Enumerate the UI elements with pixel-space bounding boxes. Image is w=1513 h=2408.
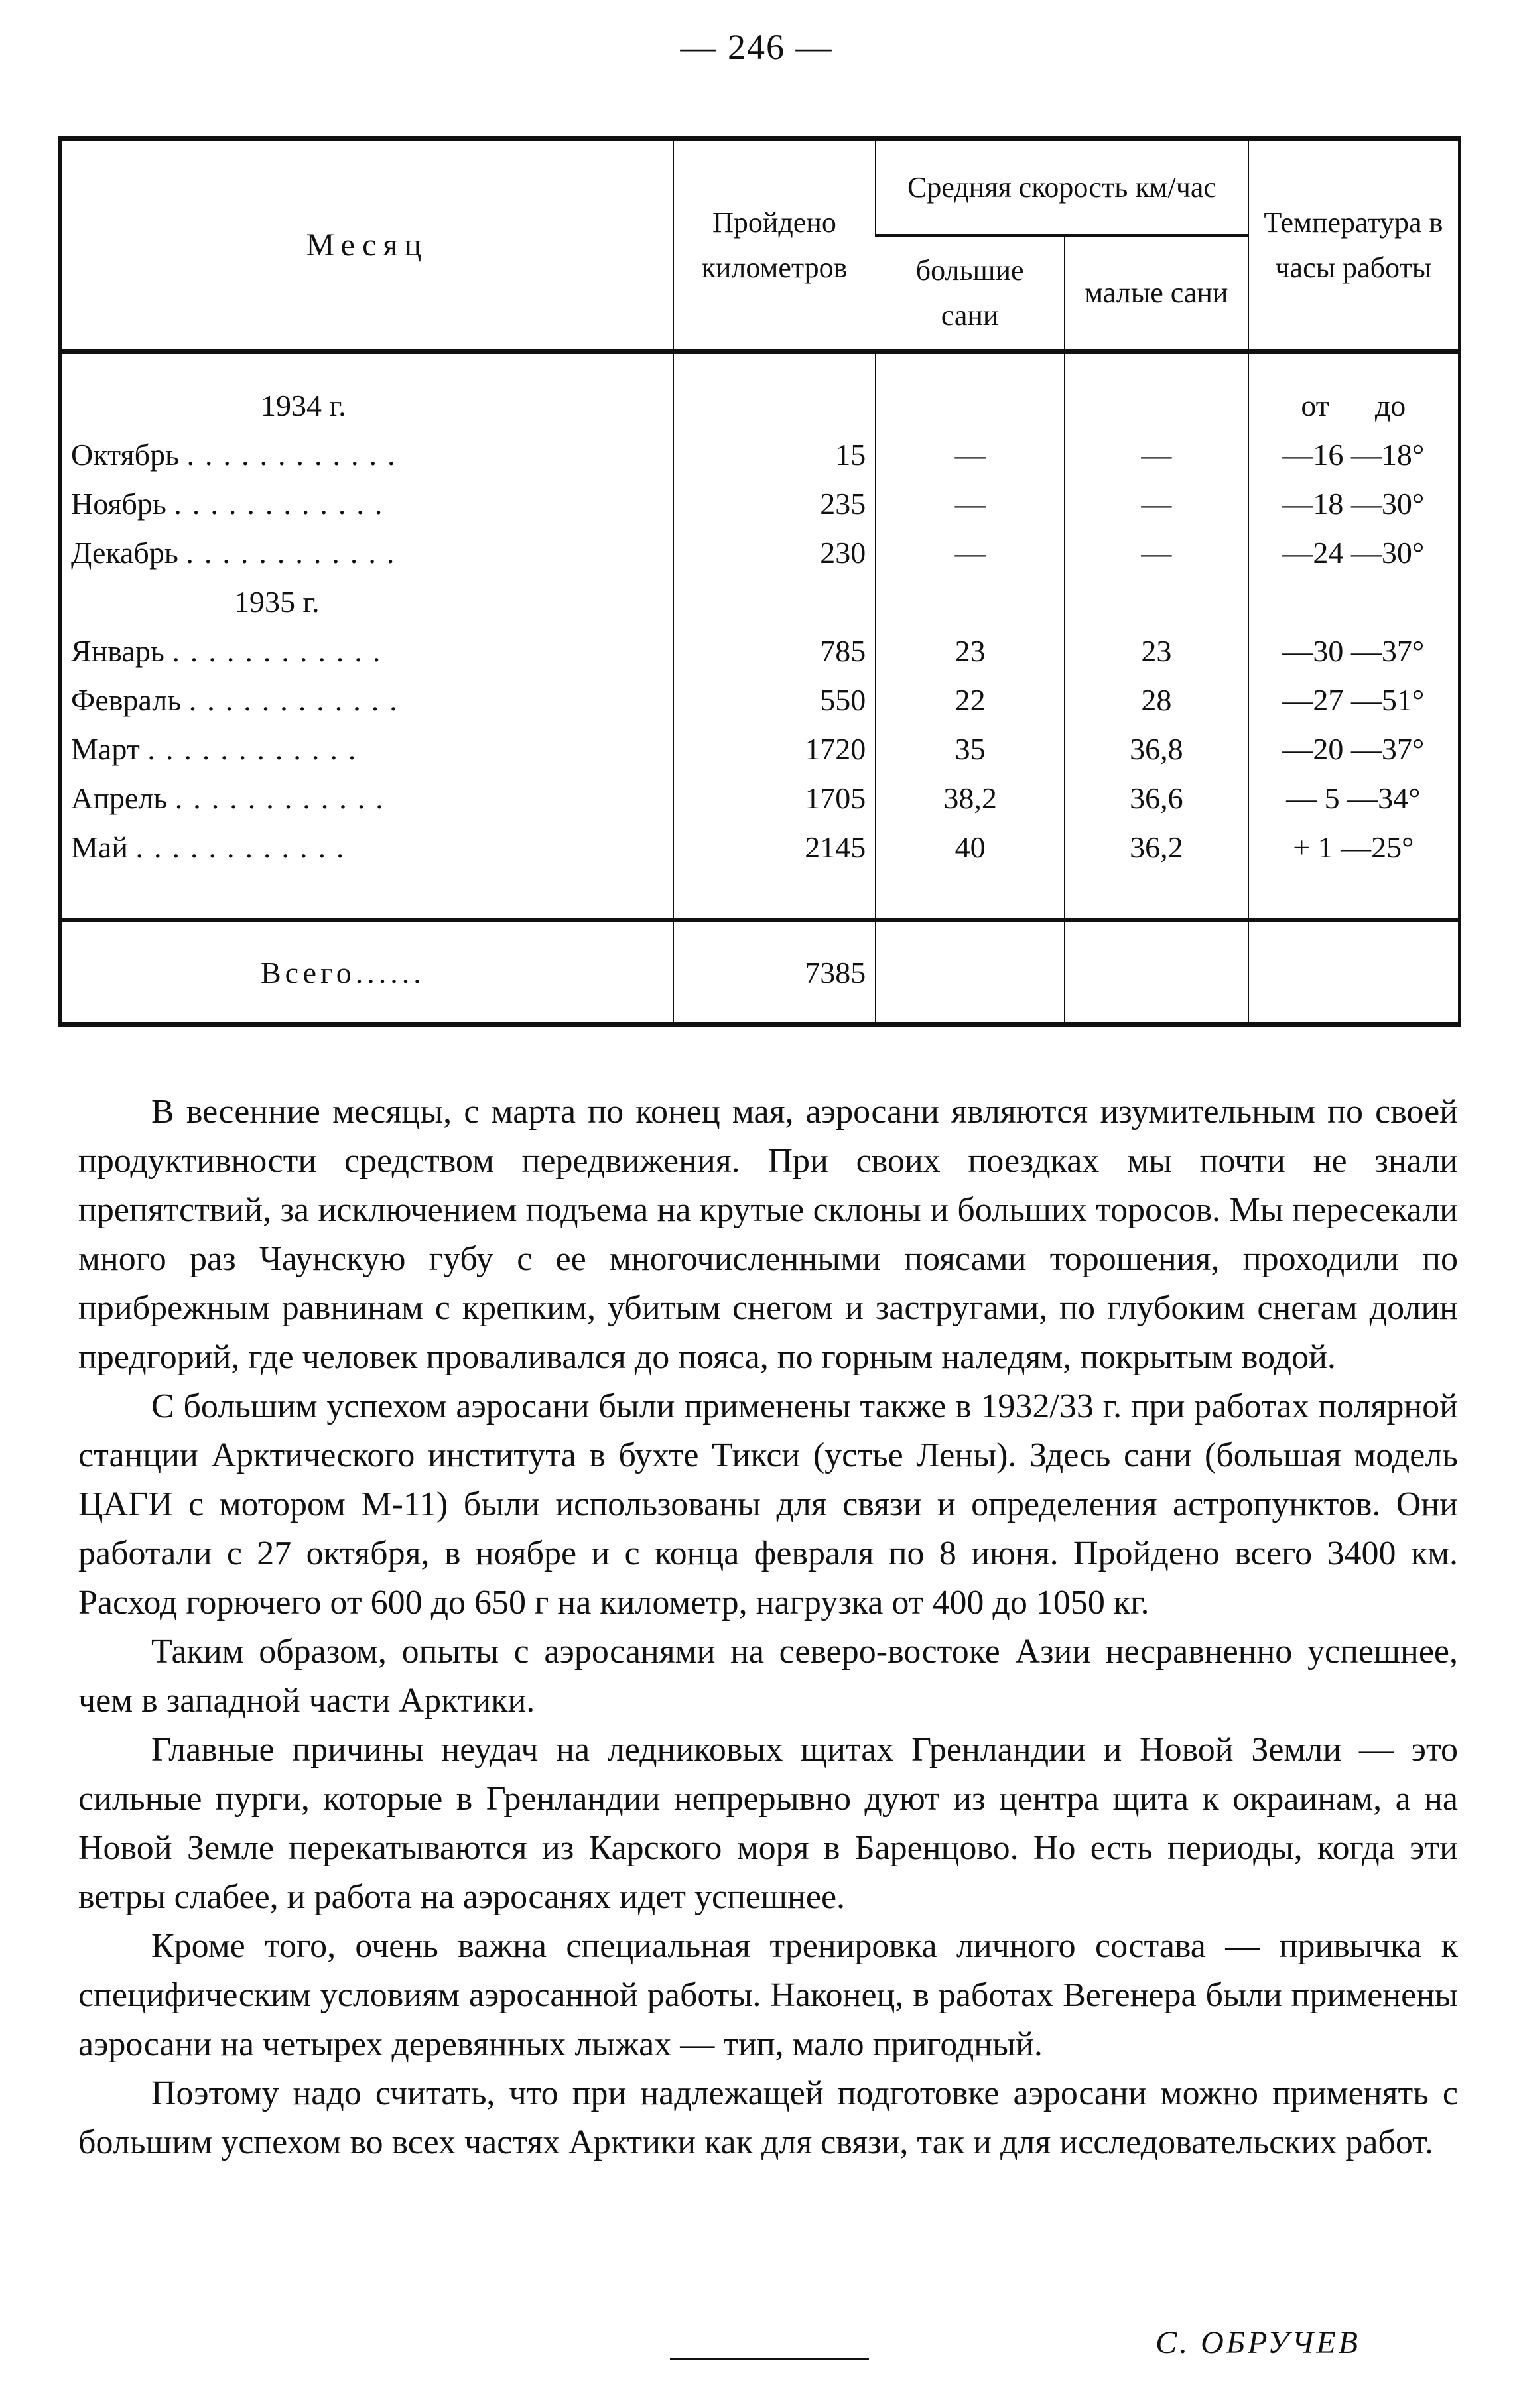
temp-cell: —18 —30° <box>1248 479 1460 528</box>
small-speed-cell: — <box>1065 430 1248 479</box>
month-cell: Октябрь <box>71 437 179 472</box>
header-speed-small: малые сани <box>1065 235 1248 352</box>
small-speed-cell: 36,8 <box>1065 724 1248 773</box>
month-cell: Апрель <box>71 781 168 815</box>
small-speed-cell: 36,6 <box>1065 773 1248 822</box>
small-speed-cell: — <box>1065 528 1248 577</box>
year-label: 1934 г. <box>261 388 346 422</box>
header-speed: Средняя скорость км/час <box>876 139 1248 235</box>
big-speed-cell: — <box>876 528 1065 577</box>
total-km: 7385 <box>673 920 876 1025</box>
author-signature: С. ОБРУЧЕВ <box>1155 2325 1360 2360</box>
total-row <box>60 920 1460 1025</box>
table-row <box>60 430 1460 479</box>
temp-cell: —24 —30° <box>1248 528 1460 577</box>
dot-leader: ............ <box>147 731 367 766</box>
year-row <box>60 577 1460 626</box>
paragraph: Главные причины неудач на ледниковых щитах Гренландии и Новой Земли — это сильные пурги, которые в Гренландии непрерывно дуют из центра щита к окраинам, а на Новой Земле перекатываются из Карского моря в Баренцово. Но есть периоды, когда эти ветры слабее, и работа на аэросанях идет успешнее. <box>78 1731 1458 1916</box>
end-rule-divider <box>670 2358 869 2360</box>
table-row <box>60 773 1460 822</box>
table-row <box>60 822 1460 871</box>
temp-cell: —16 —18° <box>1248 430 1460 479</box>
km-cell: 1720 <box>673 724 876 773</box>
big-speed-cell: 35 <box>876 724 1065 773</box>
temp-to-label: до <box>1374 388 1406 422</box>
paragraph: Поэтому надо считать, что при надлежащей подготовке аэросани можно применять с большим успехом во всех частях Арктики как для связи, так и для исследовательских работ. <box>78 2074 1458 2161</box>
total-label: Всего...... <box>60 920 673 1025</box>
km-cell: 2145 <box>673 822 876 871</box>
table-row <box>60 626 1460 675</box>
km-cell: 15 <box>673 430 876 479</box>
small-speed-cell: 28 <box>1065 675 1248 724</box>
table-row <box>60 528 1460 577</box>
big-speed-cell: 22 <box>876 675 1065 724</box>
small-speed-cell: — <box>1065 479 1248 528</box>
month-cell: Март <box>71 731 140 766</box>
dot-leader: ............ <box>172 633 391 668</box>
dot-leader: ............ <box>186 437 406 472</box>
month-cell: Декабрь <box>71 535 178 570</box>
temp-cell: —20 —37° <box>1248 724 1460 773</box>
table-row <box>60 479 1460 528</box>
aerosled-table <box>58 136 1461 1027</box>
page-number: — 246 — <box>680 27 833 67</box>
data-table-container <box>58 136 1461 1054</box>
month-cell: Февраль <box>71 682 182 717</box>
month-cell: Ноябрь <box>71 486 166 521</box>
small-speed-cell: 36,2 <box>1065 822 1248 871</box>
temp-cell: — 5 —34° <box>1248 773 1460 822</box>
table-row <box>60 675 1460 724</box>
big-speed-cell: 23 <box>876 626 1065 675</box>
big-speed-cell: 40 <box>876 822 1065 871</box>
dot-leader: ............ <box>174 486 393 521</box>
dot-leader: ............ <box>174 781 394 815</box>
km-cell: 230 <box>673 528 876 577</box>
km-cell: 1705 <box>673 773 876 822</box>
paragraph: С большим успехом аэросани были применены также в 1932/33 г. при работах полярной станции Арктического института в бухте Тикси (устье Лены). Здесь сани (большая модель ЦАГИ с мотором М-11) были использованы для связи и определения астропунктов. Они работали с 27 октября, в ноябре и с конца февраля по 8 июня. Пройдено всего 3400 км. Расход горючего от 600 до 650 г на километр, нагрузка от 400 до 1050 кг. <box>78 1387 1458 1621</box>
big-speed-cell: — <box>876 479 1065 528</box>
temp-cell: —30 —37° <box>1248 626 1460 675</box>
year-label: 1935 г. <box>234 584 320 619</box>
body-text <box>78 1088 1458 2167</box>
paragraph: В весенние месяцы, с марта по конец мая, аэросани являются изумительным по своей продуктивности средством передвижения. При своих поездках мы почти не знали препятствий, за исключением подъема на крутые склоны и больших торосов. Мы пересекали много раз Чаунскую губу с ее многочисленными поясами торошения, проходили по прибрежным равнинам с крепким, убитым снегом и застругами, по глубоким снегам долин предгорий, где человек проваливался до пояса, по горным наледям, покрытым водой. <box>78 1093 1458 1376</box>
paragraph: Таким образом, опыты с аэросанями на северо-востоке Азии несравненно успешнее, чем в западной части Арктики. <box>78 1633 1458 1720</box>
km-cell: 785 <box>673 626 876 675</box>
year-row <box>60 381 1460 430</box>
temp-from-label: от <box>1301 388 1329 422</box>
dot-leader: ............ <box>188 682 408 717</box>
temp-cell: —27 —51° <box>1248 675 1460 724</box>
big-speed-cell: 38,2 <box>876 773 1065 822</box>
big-speed-cell: — <box>876 430 1065 479</box>
paragraph: Кроме того, очень важна специальная тренировка личного состава — привычка к специфическим условиям аэросанной работы. Наконец, в работах Вегенера были применены аэросани на четырех деревянных лыжах — тип, мало пригодный. <box>78 1927 1458 2063</box>
month-cell: Май <box>71 830 128 864</box>
km-cell: 235 <box>673 479 876 528</box>
small-speed-cell: 23 <box>1065 626 1248 675</box>
dot-leader: ............ <box>135 830 355 864</box>
header-temperature: Температура в часы работы <box>1248 139 1460 352</box>
km-cell: 550 <box>673 675 876 724</box>
table-row <box>60 724 1460 773</box>
header-distance: Пройдено километров <box>673 139 876 352</box>
header-month: Месяц <box>306 227 428 263</box>
header-speed-big: большие сани <box>876 235 1065 352</box>
temp-cell: + 1 —25° <box>1248 822 1460 871</box>
temp-subheader <box>1248 381 1460 430</box>
dot-leader: ............ <box>186 535 405 570</box>
month-cell: Январь <box>71 633 164 668</box>
